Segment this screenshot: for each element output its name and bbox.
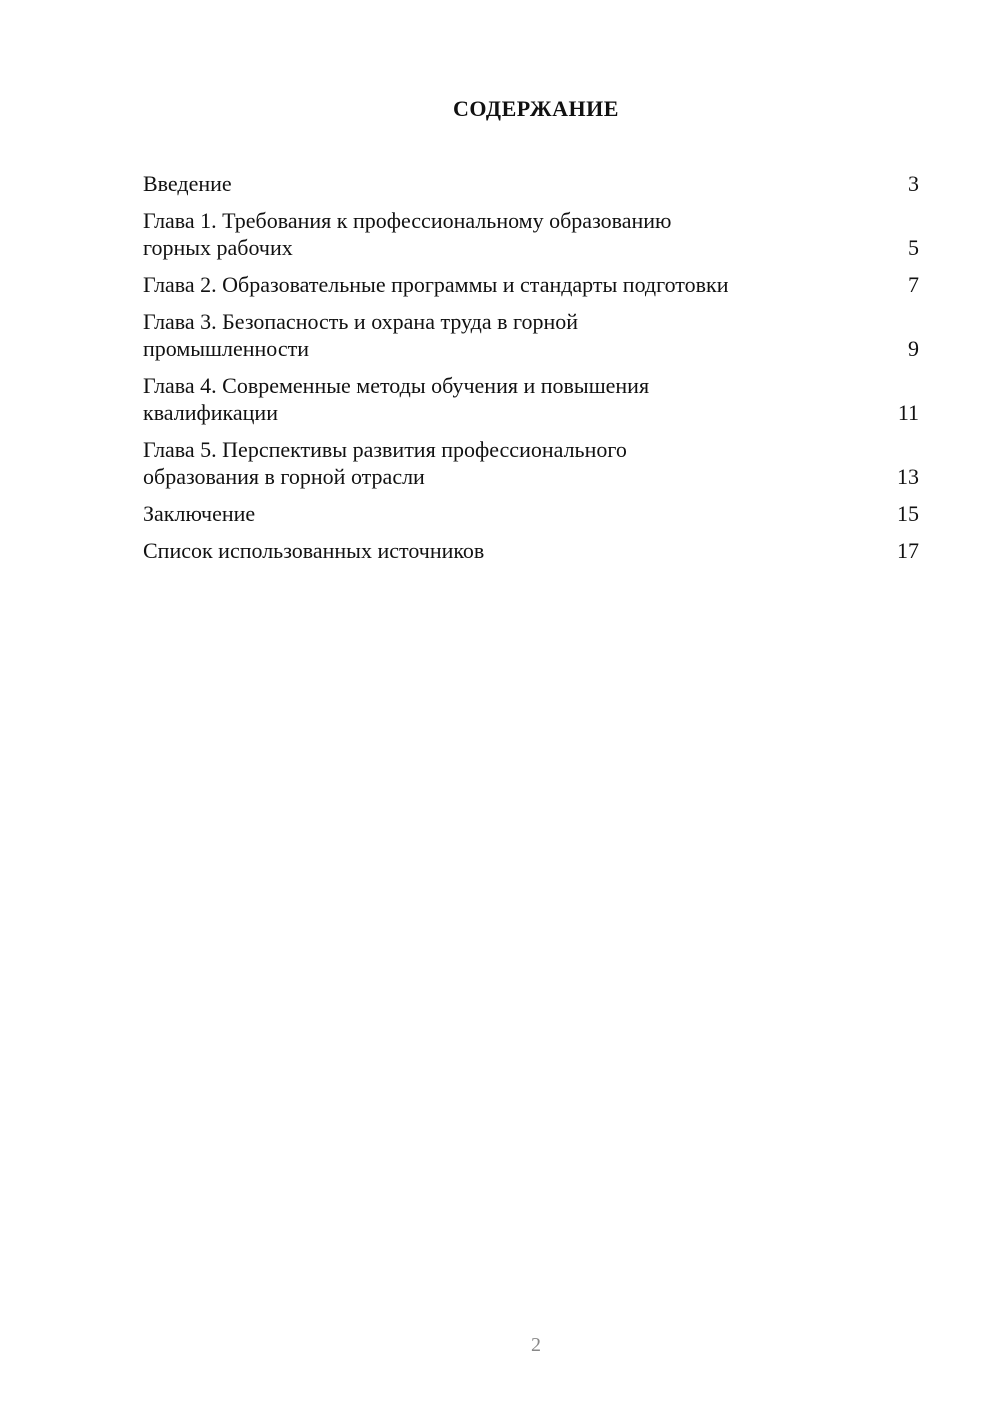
toc-entry-chapter-2 — [143, 271, 919, 298]
toc-entry-text: Глава 1. Требования к профессиональному образованию горных рабочих — [143, 208, 672, 260]
toc-entry-page: 5 — [908, 235, 919, 260]
toc-entry-text: Список использованных источников — [143, 538, 485, 563]
toc-entry-text: Глава 4. Современные методы обучения и повышения квалификации — [143, 373, 650, 425]
toc-entry-text: Глава 5. Перспективы развития профессионального образования в горной отрасли — [143, 437, 627, 489]
toc-entry-chapter-1 — [143, 207, 919, 261]
toc-entry-chapter-3 — [143, 308, 919, 362]
toc-entry-chapter-4 — [143, 372, 919, 426]
toc-entry-text: Введение — [143, 171, 232, 196]
toc-entry-page: 9 — [908, 336, 919, 361]
toc-entry-page: 3 — [908, 171, 919, 196]
toc-entry-conclusion — [143, 500, 919, 527]
toc-title: СОДЕРЖАНИЕ — [453, 96, 619, 121]
toc-entry-page: 7 — [908, 272, 919, 297]
toc-entry-page: 15 — [897, 501, 919, 526]
toc-entry-text: Заключение — [143, 501, 256, 526]
toc-entry-text: Глава 2. Образовательные программы и стандарты подготовки — [143, 272, 729, 297]
toc-entry-introduction — [143, 170, 919, 197]
toc-entry-references — [143, 537, 919, 564]
toc-entry-chapter-5 — [143, 436, 919, 490]
page-number: 2 — [531, 1334, 541, 1356]
toc-entry-page: 13 — [897, 464, 919, 489]
toc-entry-page: 11 — [897, 400, 919, 425]
toc-entry-page: 17 — [897, 538, 919, 563]
toc-entry-text: Глава 3. Безопасность и охрана труда в горной промышленности — [143, 309, 579, 361]
toc-list — [143, 170, 919, 574]
